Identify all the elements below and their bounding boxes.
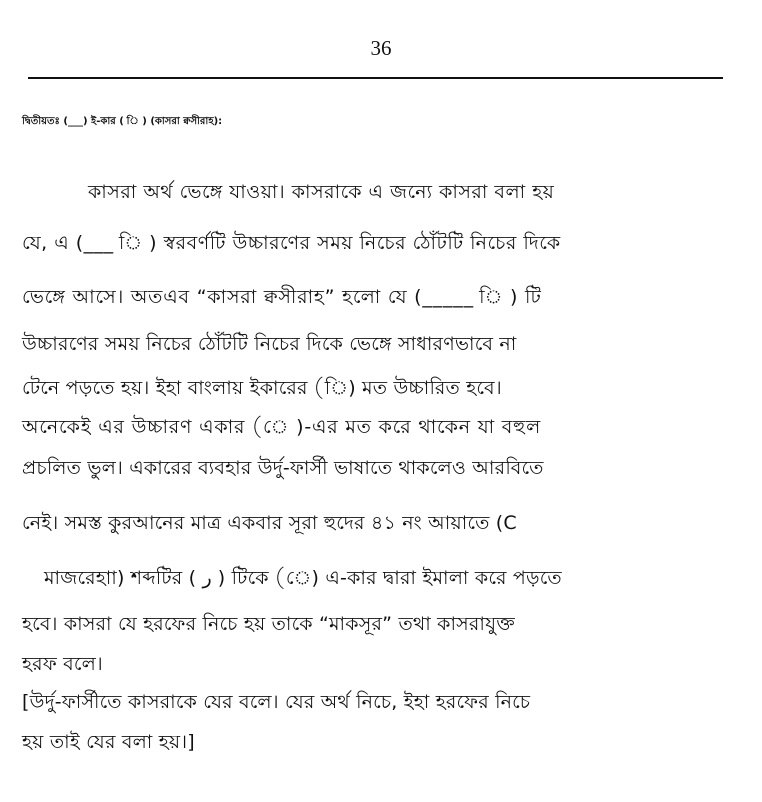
- body-line-1: কাসরা অর্থ ভেঙ্গে যাওয়া। কাসরাকে এ জন্যে কাসরা বলা হয়: [88, 181, 555, 203]
- body-line-9: মাজরেহাা) শব্দটির ( ر ) টিকে (ে) এ-কার দ্বারা ইমালা করে পড়তে: [44, 567, 562, 589]
- body-line-7: প্রচলিত ভুল। একারের ব্যবহার উর্দু-ফার্সী ভাষাতে থাকলেও আরবিতে: [22, 457, 544, 479]
- section-heading: দ্বিতীয়তঃ (___) ই-কার ( ি ) (কাসরা ক্বসীরাহ):: [22, 116, 223, 127]
- body-line-12: [উর্দু-ফার্সীতে কাসরাকে যের বলে। যের অর্থ নিচে, ইহা হরফের নিচে: [22, 691, 531, 713]
- body-line-13: হয় তাই যের বলা হয়।]: [22, 731, 195, 753]
- body-line-11: হরফ বলে।: [22, 653, 103, 675]
- header-rule: [28, 77, 723, 79]
- body-line-6: অনেকেই এর উচ্চারণ একার (ে )-এর মত করে থাকেন যা বহুল: [22, 416, 542, 438]
- body-line-5: টেনে পড়তে হয়। ইহা বাংলায় ইকারের (ি) মত উচ্চারিত হবে।: [22, 377, 502, 399]
- body-line-8: নেই। সমস্ত কুরআনের মাত্র একবার সূরা হুদের ৪১ নং আয়াতে (C: [22, 512, 517, 534]
- body-line-2: যে, এ (___ ি ) স্বরবর্ণটি উচ্চারণের সময় নিচের ঠোঁটটি নিচের দিকে: [22, 232, 561, 254]
- page-number: 36: [370, 36, 392, 60]
- body-line-10: হবে। কাসরা যে হরফের নিচে হয় তাকে “মাকসূর” তথা কাসরাযুক্ত: [22, 613, 515, 635]
- body-line-3: ভেঙ্গে আসে। অতএব “কাসরা ক্বসীরাহ” হলো যে (_____ ি ) টি: [22, 286, 542, 308]
- body-line-4: উচ্চারণের সময় নিচের ঠোঁটটি নিচের দিকে ভেঙ্গে সাধারণভাবে না: [22, 333, 517, 355]
